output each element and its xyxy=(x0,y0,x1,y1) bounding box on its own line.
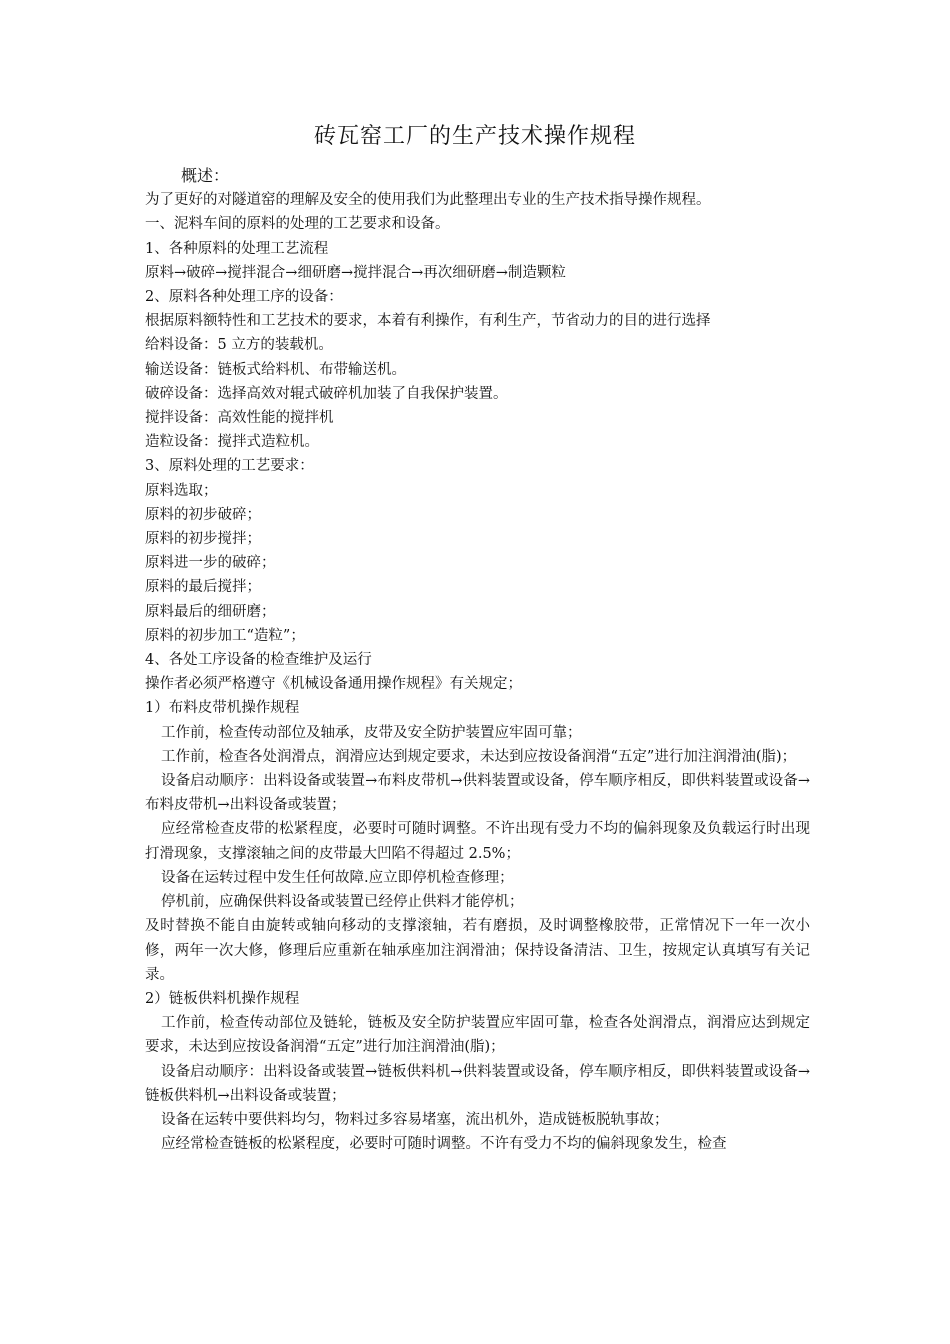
subheading-1: 1、各种原料的处理工艺流程 xyxy=(145,240,329,257)
list-item: 原料进一步的破碎； xyxy=(145,555,276,572)
subheading-4: 4、各处工序设备的检查维护及运行 xyxy=(145,652,372,669)
list-item: 原料的初步加工“造粒”； xyxy=(145,627,305,644)
paragraph: 设备在运转中要供料均匀，物料过多容易堵塞，流出机外，造成链板脱轨事故； xyxy=(161,1111,669,1128)
paragraph: 设备启动顺序：出料设备或装置→链板供料机→供料装置或设备，停车顺序相反，即供料装置或设备→链板供料机→出料设备或装置； xyxy=(145,1063,810,1104)
paragraph: 停机前，应确保供料设备或装置已经停止供料才能停机； xyxy=(161,894,524,911)
document-body xyxy=(145,164,810,1156)
paragraph: 应经常检查皮带的松紧程度，必要时可随时调整。不许出现有受力不均的偏斜现象及负载运行时出现打滑现象，支撑滚轴之间的皮带最大凹陷不得超过 2.5%； xyxy=(145,821,810,862)
equipment-item: 给料设备：5 立方的装载机。 xyxy=(145,337,333,354)
list-item: 原料的最后搅拌； xyxy=(145,579,261,596)
section-heading-1: 一、泥料车间的原料的处理的工艺要求和设备。 xyxy=(145,216,450,233)
paragraph: 操作者必须严格遵守《机械设备通用操作规程》有关规定； xyxy=(145,676,522,693)
page-title: 砖瓦窑工厂的生产技术操作规程 xyxy=(313,124,636,149)
list-item: 原料选取； xyxy=(145,482,218,499)
subheading-2: 2、原料各种处理工序的设备： xyxy=(145,289,343,306)
equipment-item: 输送设备：链板式给料机、布带输送机。 xyxy=(145,361,406,378)
overview-heading: 概述： xyxy=(181,166,230,185)
paragraph-intro: 为了更好的对隧道窑的理解及安全的使用我们为此整理出专业的生产技术指导操作规程。 xyxy=(145,192,711,209)
list-item: 原料的初步搅拌； xyxy=(145,531,261,548)
paragraph: 工作前，检查各处润滑点，润滑应达到规定要求，未达到应按设备润滑“五定”进行加注润滑油(脂)； xyxy=(161,748,797,765)
equipment-item: 搅拌设备：高效性能的搅拌机 xyxy=(145,410,334,427)
list-item: 原料最后的细研磨； xyxy=(145,603,276,620)
paragraph: 设备启动顺序：出料设备或装置→布料皮带机→供料装置或设备，停车顺序相反，即供料装置或设备→布料皮带机→出料设备或装置； xyxy=(145,773,810,814)
equipment-item: 破碎设备：选择高效对辊式破碎机加装了自我保护装置。 xyxy=(145,385,508,402)
paragraph: 设备在运转过程中发生任何故障.应立即停机检查修理； xyxy=(161,869,514,886)
paragraph: 及时替换不能自由旋转或轴向移动的支撑滚轴，若有磨损，及时调整橡胶带，正常情况下一年一次小修，两年一次大修，修理后应重新在轴承座加注润滑油；保持设备清洁、卫生，按规定认真填写有关记录。 xyxy=(145,918,810,983)
equipment-item: 造粒设备：搅拌式造粒机。 xyxy=(145,434,319,451)
subheading-3: 3、原料处理的工艺要求： xyxy=(145,458,314,475)
subheading-chain-feeder: 2）链板供料机操作规程 xyxy=(145,990,300,1007)
paragraph: 根据原料额特性和工艺技术的要求，本着有利操作，有利生产，节省动力的目的进行选择 xyxy=(145,313,711,330)
paragraph: 应经常检查链板的松紧程度，必要时可随时调整。不许有受力不均的偏斜现象发生，检查 xyxy=(161,1136,727,1153)
list-item: 原料的初步破碎； xyxy=(145,506,261,523)
subheading-belt-conveyor: 1）布料皮带机操作规程 xyxy=(145,700,300,717)
process-flow: 原料→破碎→搅拌混合→细研磨→搅拌混合→再次细研磨→制造颗粒 xyxy=(145,264,566,281)
paragraph: 工作前，检查传动部位及链轮，链板及安全防护装置应牢固可靠，检查各处润滑点，润滑应达到规定要求，未达到应按设备润滑“五定”进行加注润滑油(脂)； xyxy=(145,1015,810,1056)
paragraph: 工作前，检查传动部位及轴承，皮带及安全防护装置应牢固可靠； xyxy=(161,724,582,741)
